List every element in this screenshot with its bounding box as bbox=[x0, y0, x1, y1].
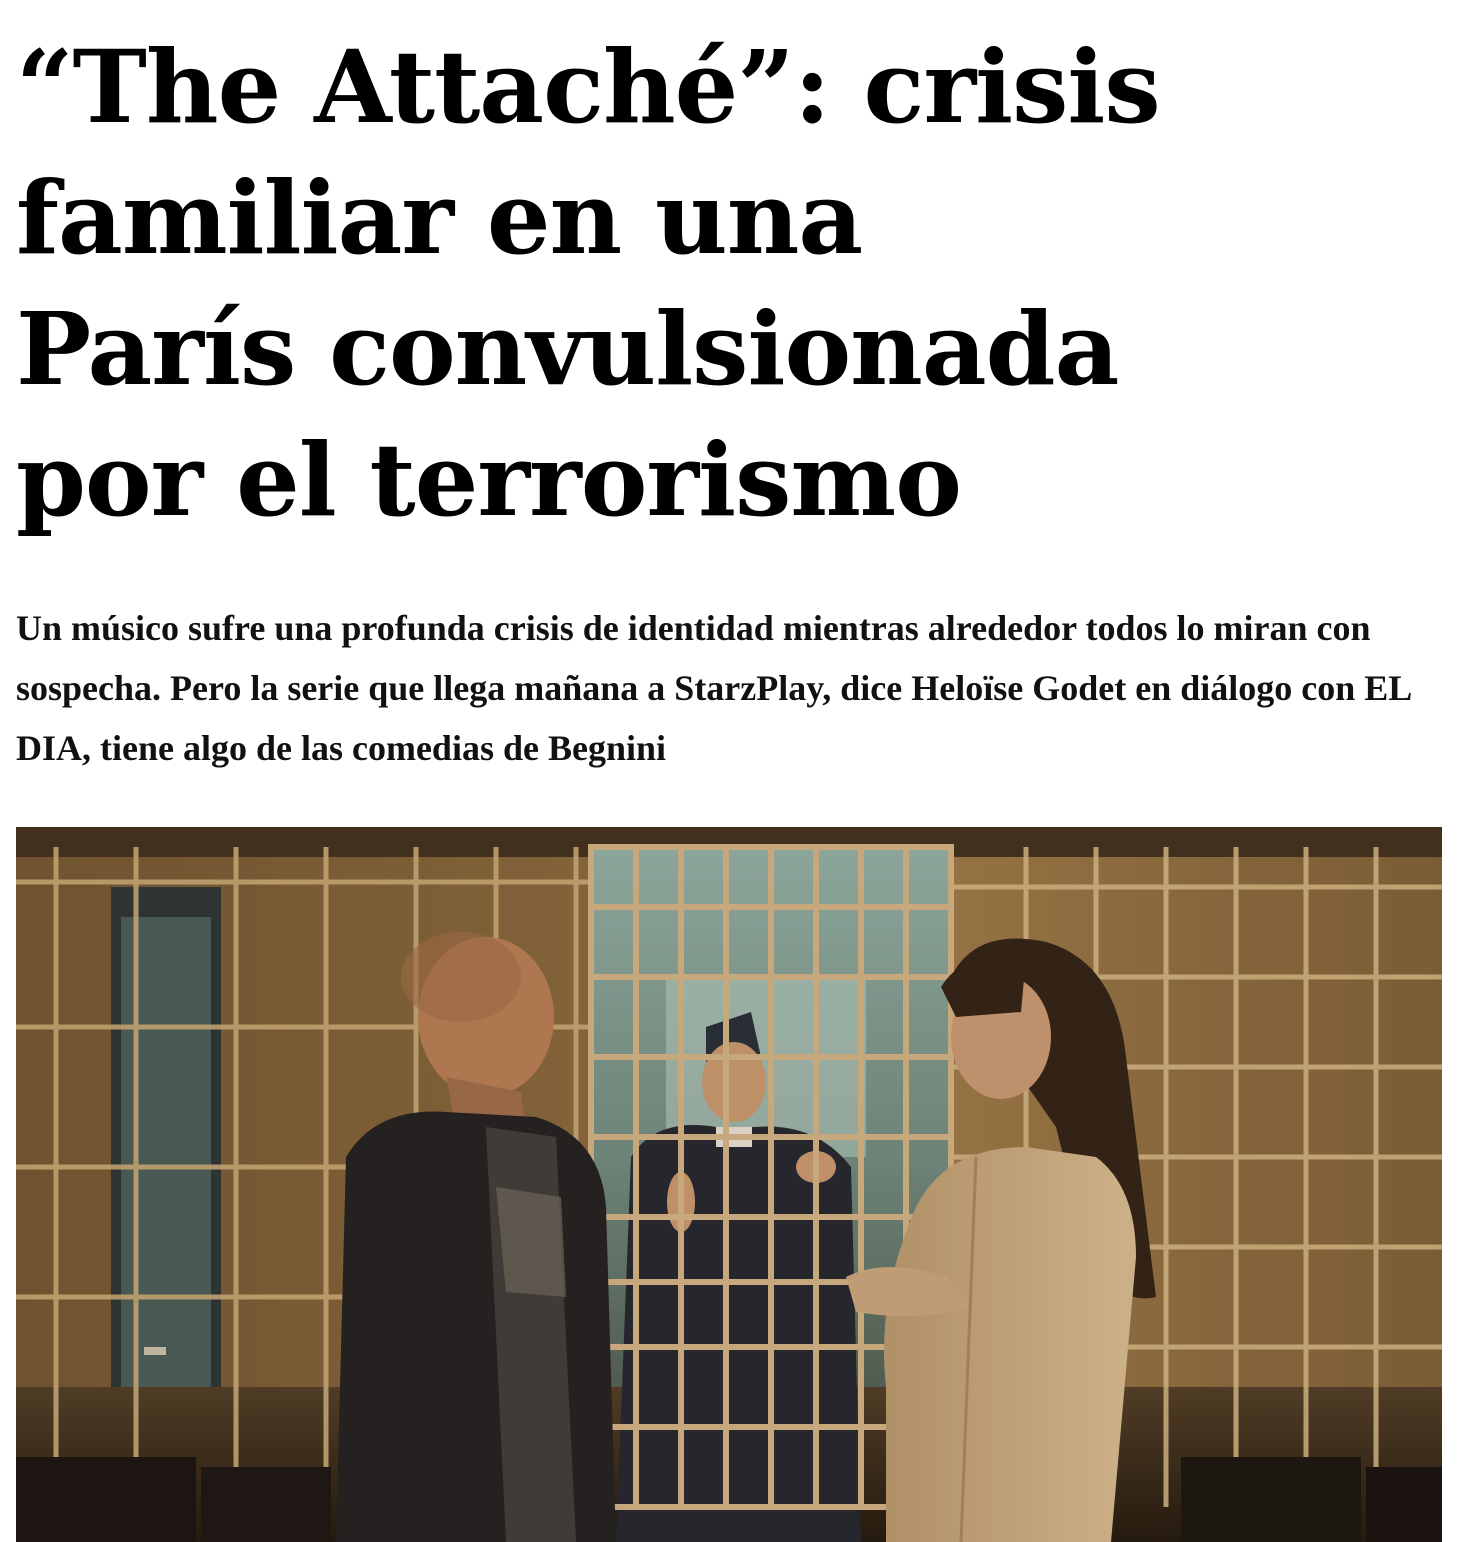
article-headline: “The Attaché”: crisis familiar en una París convulsionada por el terrorismo bbox=[16, 28, 1160, 539]
article-subheadline: Un músico sufre una profunda crisis de identidad mientras alrededor todos lo miran con sospecha. Pero la serie que llega mañana a StarzPlay, dice Heloïse Godet en diálogo con EL DIA, tiene algo de las comedias de Begnini bbox=[16, 608, 1411, 768]
hero-photo-illustration bbox=[16, 827, 1442, 1542]
hero-photo bbox=[16, 827, 1442, 1542]
